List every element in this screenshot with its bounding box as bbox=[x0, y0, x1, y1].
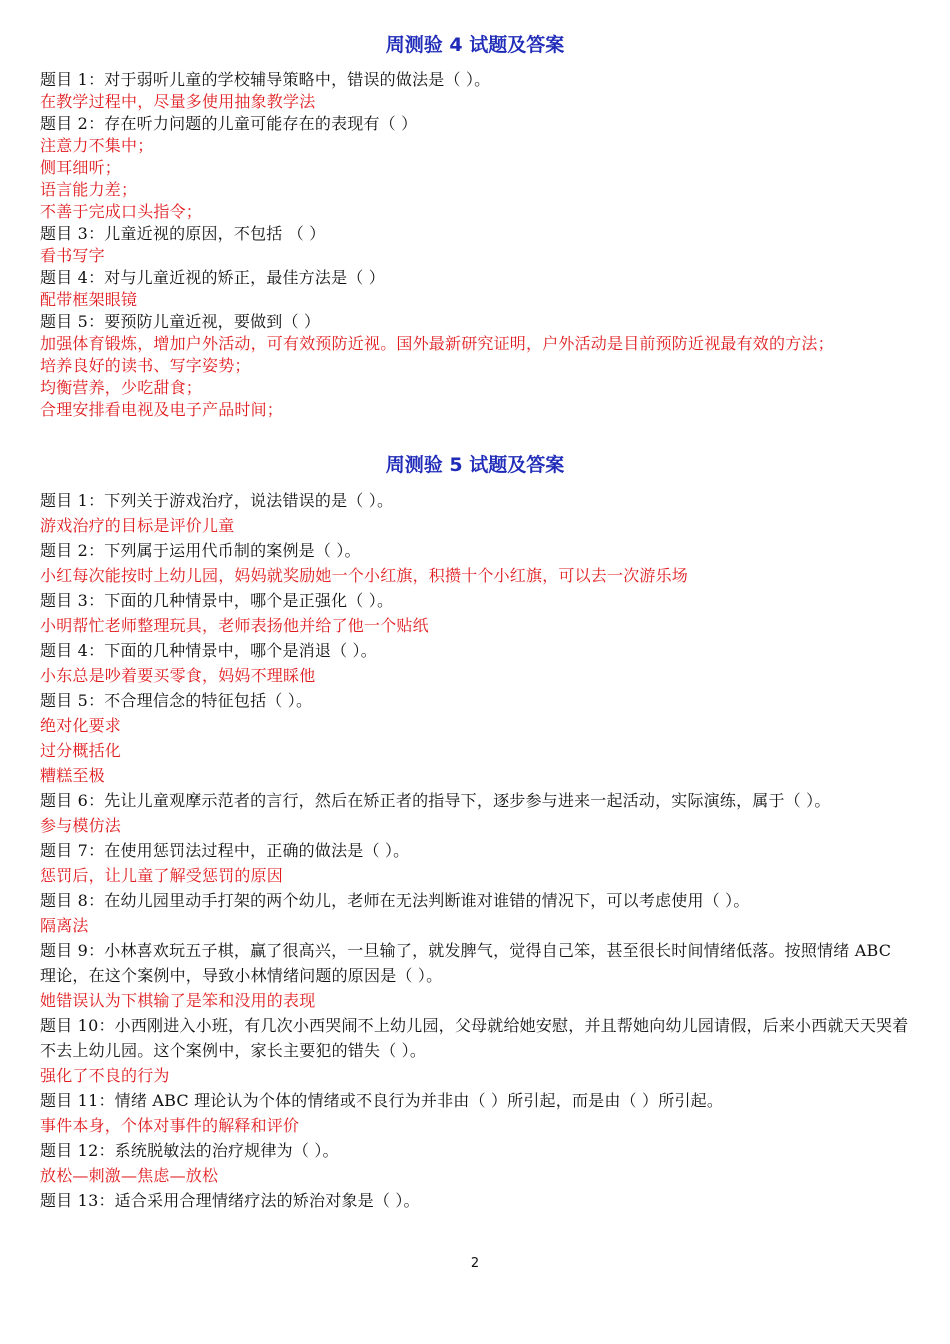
question-line: 题目 11：情绪 ABC 理论认为个体的情绪或不良行为并非由（ ）所引起，而是由（ ）所引起。 bbox=[40, 1091, 724, 1110]
answer-line: 配带框架眼镜 bbox=[40, 290, 138, 309]
answer-line: 隔离法 bbox=[40, 916, 89, 935]
answer-line: 小东总是吵着要买零食，妈妈不理睬他 bbox=[40, 666, 316, 685]
question-line: 题目 12：系统脱敏法的治疗规律为（ ）。 bbox=[40, 1141, 339, 1160]
answer-line: 侧耳细听； bbox=[40, 158, 122, 177]
answer-line: 培养良好的读书、写字姿势； bbox=[40, 356, 251, 375]
question-line: 题目 8：在幼儿园里动手打架的两个幼儿，老师在无法判断谁对谁错的情况下，可以考虑使用（ ）。 bbox=[40, 891, 750, 910]
section-title: 周测验 5 试题及答案 bbox=[385, 454, 565, 476]
question-line: 题目 2：存在听力问题的儿童可能存在的表现有（ ） bbox=[40, 114, 418, 133]
answer-line: 均衡营养，少吃甜食； bbox=[40, 378, 203, 397]
quiz-section-week-5 bbox=[40, 452, 910, 1213]
answer-line: 事件本身，个体对事件的解释和评价 bbox=[40, 1116, 300, 1135]
question-line: 题目 5：要预防儿童近视，要做到（ ） bbox=[40, 312, 321, 331]
question-line: 题目 9：小林喜欢玩五子棋，赢了很高兴，一旦输了，就发脾气，觉得自己笨，甚至很长时间情绪低落。按照情绪 ABC 理论，在这个案例中，导致小林情绪问题的原因是（ ）。 bbox=[40, 941, 892, 985]
question-line: 题目 1：对于弱听儿童的学校辅导策略中，错误的做法是（ ）。 bbox=[40, 70, 491, 89]
answer-line: 语言能力差； bbox=[40, 180, 138, 199]
answer-line: 在教学过程中，尽量多使用抽象教学法 bbox=[40, 92, 316, 111]
page-number: 2 bbox=[470, 1256, 480, 1271]
answer-line: 放松—刺激—焦虑—放松 bbox=[40, 1166, 219, 1185]
answer-line: 合理安排看电视及电子产品时间； bbox=[40, 400, 284, 419]
question-line: 题目 1：下列关于游戏治疗，说法错误的是（ ）。 bbox=[40, 491, 394, 510]
answer-line: 绝对化要求 bbox=[40, 716, 122, 735]
answer-line: 加强体育锻炼，增加户外活动，可有效预防近视。国外最新研究证明，户外活动是目前预防近视最有效的方法； bbox=[40, 334, 834, 353]
answer-line: 她错误认为下棋输了是笨和没用的表现 bbox=[40, 991, 316, 1010]
answer-line: 不善于完成口头指令； bbox=[40, 202, 203, 221]
question-line: 题目 3：下面的几种情景中，哪个是正强化（ ）。 bbox=[40, 591, 394, 610]
answer-line: 惩罚后，让儿童了解受惩罚的原因 bbox=[40, 866, 284, 885]
answer-line: 看书写字 bbox=[40, 246, 105, 265]
question-line: 题目 7：在使用惩罚法过程中，正确的做法是（ ）。 bbox=[40, 841, 410, 860]
answer-line: 强化了不良的行为 bbox=[40, 1066, 170, 1085]
question-line: 题目 6：先让儿童观摩示范者的言行，然后在矫正者的指导下，逐步参与进来一起活动，实际演练，属于（ ）。 bbox=[40, 791, 831, 810]
question-line: 题目 3：儿童近视的原因，不包括 （ ） bbox=[40, 224, 326, 243]
answer-line: 糟糕至极 bbox=[40, 766, 105, 785]
answer-line: 小明帮忙老师整理玩具，老师表扬他并给了他一个贴纸 bbox=[40, 616, 429, 635]
question-line: 题目 13：适合采用合理情绪疗法的矫治对象是（ ）。 bbox=[40, 1191, 420, 1210]
question-line: 题目 4：下面的几种情景中，哪个是消退（ ）。 bbox=[40, 641, 377, 660]
question-line: 题目 5：不合理信念的特征包括（ ）。 bbox=[40, 691, 313, 710]
question-line: 题目 2：下列属于运用代币制的案例是（ ）。 bbox=[40, 541, 361, 560]
answer-line: 注意力不集中； bbox=[40, 136, 154, 155]
quiz-section-week-4 bbox=[40, 32, 910, 421]
answer-line: 小红每次能按时上幼儿园，妈妈就奖励她一个小红旗，积攒十个小红旗，可以去一次游乐场 bbox=[40, 566, 689, 585]
answer-line: 参与模仿法 bbox=[40, 816, 122, 835]
answer-line: 过分概括化 bbox=[40, 741, 122, 760]
answer-line: 游戏治疗的目标是评价儿童 bbox=[40, 516, 235, 535]
question-line: 题目 4：对与儿童近视的矫正，最佳方法是（ ） bbox=[40, 268, 385, 287]
question-line: 题目 10：小西刚进入小班，有几次小西哭闹不上幼儿园，父母就给她安慰，并且帮她向幼儿园请假，后来小西就天天哭着不去上幼儿园。这个案例中，家长主要犯的错失（ ）。 bbox=[40, 1016, 909, 1060]
section-title: 周测验 4 试题及答案 bbox=[385, 34, 565, 56]
